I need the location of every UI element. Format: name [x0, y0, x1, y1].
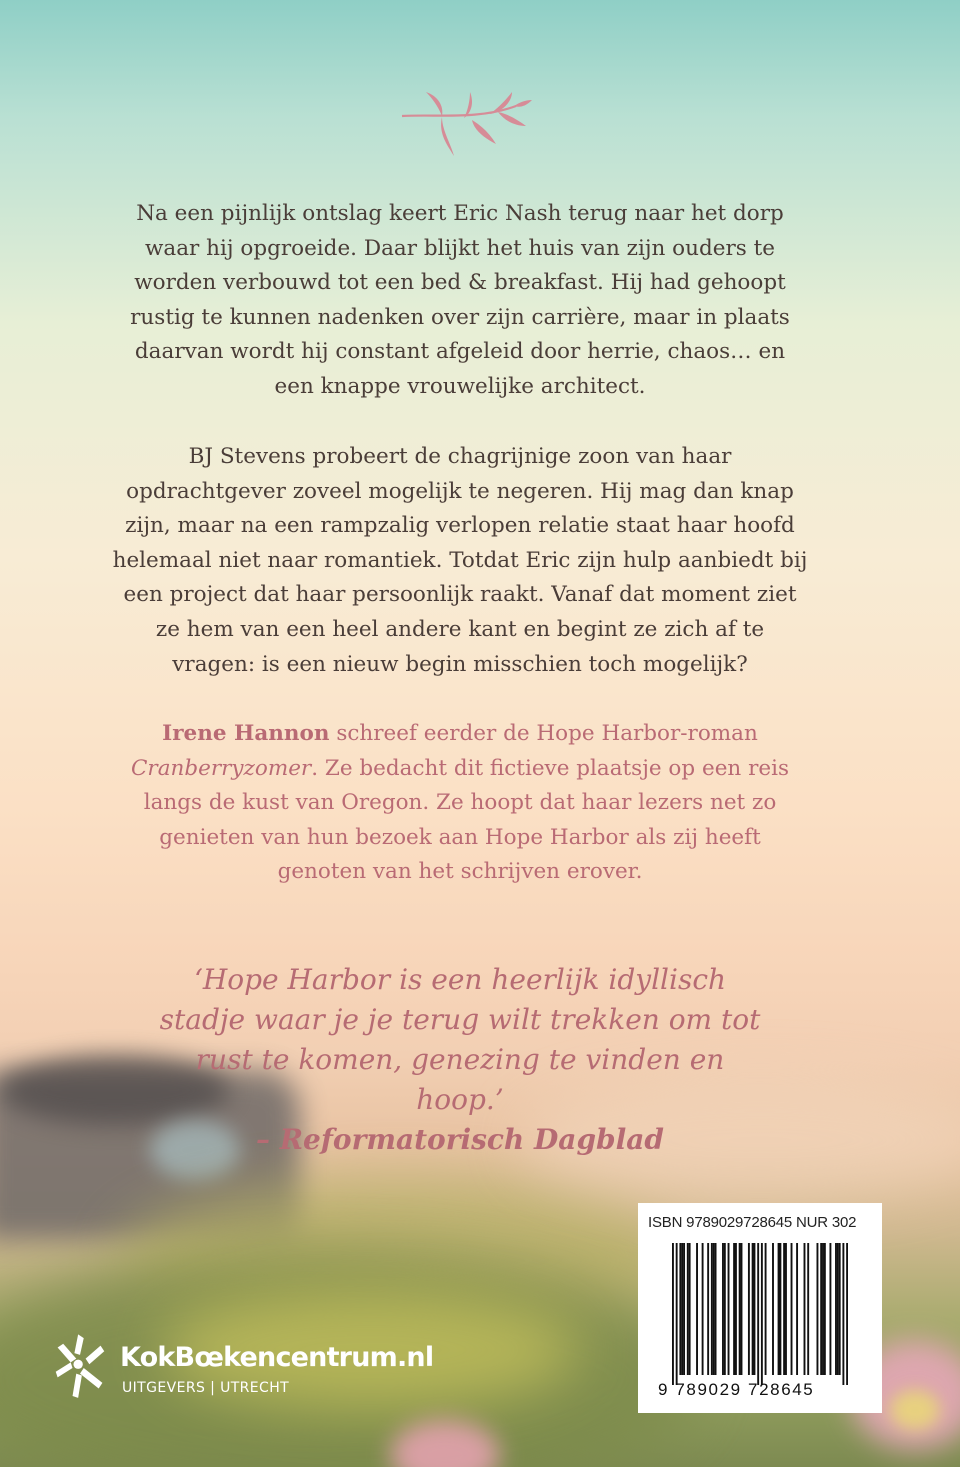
- kokboekencentrum-logo-icon: [52, 1330, 108, 1406]
- barcode-bar: [687, 1243, 689, 1375]
- barcode-bar: [724, 1243, 726, 1375]
- barcode-bar: [752, 1243, 754, 1375]
- barcode-bar: [754, 1243, 756, 1375]
- barcode-bar: [822, 1243, 824, 1375]
- barcode-bar: [672, 1243, 674, 1385]
- barcode-bar: [681, 1243, 683, 1375]
- publisher-name: KokBœkencentrum.nl: [120, 1342, 434, 1373]
- bio-text-after-title: . Ze bedacht dit fictieve plaatsje op een reis langs de kust van Oregon. Ze hoopt dat haar lezers net zo genieten van hun bezoek aan Hope Harbor als zij heeft genoten van het schrijven erover.: [143, 755, 790, 885]
- review-quote: [150, 960, 770, 1160]
- barcode-bar: [772, 1243, 774, 1375]
- bio-book-title: Cranberryzomer: [130, 755, 312, 781]
- author-bio: [112, 717, 808, 890]
- barcode-bar: [707, 1243, 709, 1375]
- barcode-bar: [757, 1243, 759, 1385]
- barcode-bar: [683, 1243, 685, 1375]
- barcode-bar: [829, 1243, 831, 1375]
- barcode-bar: [748, 1243, 750, 1375]
- barcode-bar: [846, 1243, 848, 1385]
- author-name: Irene Hannon: [162, 721, 330, 746]
- publisher-logo: [52, 1330, 432, 1410]
- ean-digits: 9 789029 728645: [658, 1380, 815, 1399]
- background-flower-center-blur: [890, 1390, 940, 1430]
- barcode-bar: [842, 1243, 844, 1385]
- blurb-paragraph-1: Na een pijnlijk ontslag keert Eric Nash terug naar het dorp waar hij opgroeide. Daar blijkt het huis van zijn ouders te worden verbouwd tot een bed & breakfast. Hij had gehoopt rustig te kunnen nadenken over zijn carrière, maar in plaats daarvan wordt hij constant afgeleid door herrie, chaos… en een knappe vrouwelijke architect.: [130, 201, 790, 399]
- barcode-bar: [791, 1243, 793, 1375]
- quote-source: – Reformatorisch Dagblad: [256, 1123, 664, 1156]
- bio-text-before-title: schreef eerder de Hope Harbor-roman: [329, 721, 758, 746]
- isbn-line: ISBN 9789029728645 NUR 302: [648, 1214, 857, 1231]
- barcode-bar: [820, 1243, 822, 1375]
- barcode-bar: [783, 1243, 785, 1375]
- barcode-bar: [696, 1243, 698, 1375]
- barcode-bar: [741, 1243, 743, 1375]
- barcode-bar: [839, 1243, 841, 1375]
- barcode-bar: [837, 1243, 839, 1375]
- barcode-bar: [779, 1243, 781, 1375]
- barcode-bar: [702, 1243, 704, 1375]
- barcode-bar: [676, 1243, 678, 1385]
- barcode-bar: [679, 1243, 681, 1375]
- barcode-bar: [817, 1243, 819, 1375]
- barcode-bar: [807, 1243, 809, 1375]
- barcode-image: [672, 1243, 848, 1385]
- leaf-sprig-icon: [398, 90, 532, 160]
- barcode-bar: [765, 1243, 767, 1375]
- barcode-bar: [778, 1243, 780, 1375]
- barcode-bar: [785, 1243, 787, 1375]
- barcode-bar: [715, 1243, 717, 1375]
- barcode-bar: [733, 1243, 735, 1375]
- quote-text: ‘Hope Harbor is een heerlijk idyllisch stadje waar je je terug wilt trekken om tot rust te komen, genezing te vinden en hoop.’: [159, 963, 761, 1116]
- barcode-bar: [835, 1243, 837, 1375]
- barcode-bar: [711, 1243, 713, 1375]
- barcode-bar: [761, 1243, 763, 1385]
- barcode-bar: [735, 1243, 737, 1375]
- barcode-bar: [824, 1243, 826, 1375]
- barcode-bar: [713, 1243, 715, 1375]
- blurb-paragraph-2: BJ Stevens probeert de chagrijnige zoon van haar opdrachtgever zoveel mogelijk te negeren. Hij mag dan knap zijn, maar na een rampzalig verlopen relatie staat haar hoofd helemaal niet naar romantiek. Totdat Eric zijn hulp aanbiedt bij een project dat haar persoonlijk raakt. Vanaf dat moment ziet ze hem van een heel andere kant en begint ze zich af te vragen: is een nieuw begin misschien toch mogelijk?: [112, 444, 808, 677]
- barcode-panel: [638, 1203, 882, 1413]
- barcode-bar: [722, 1243, 724, 1375]
- barcode-bar: [728, 1243, 730, 1375]
- publisher-subtitle: UITGEVERS | UTRECHT: [122, 1380, 290, 1396]
- barcode-bar: [739, 1243, 741, 1375]
- barcode-bar: [804, 1243, 806, 1375]
- barcode-bar: [796, 1243, 798, 1375]
- barcode-bar: [689, 1243, 691, 1375]
